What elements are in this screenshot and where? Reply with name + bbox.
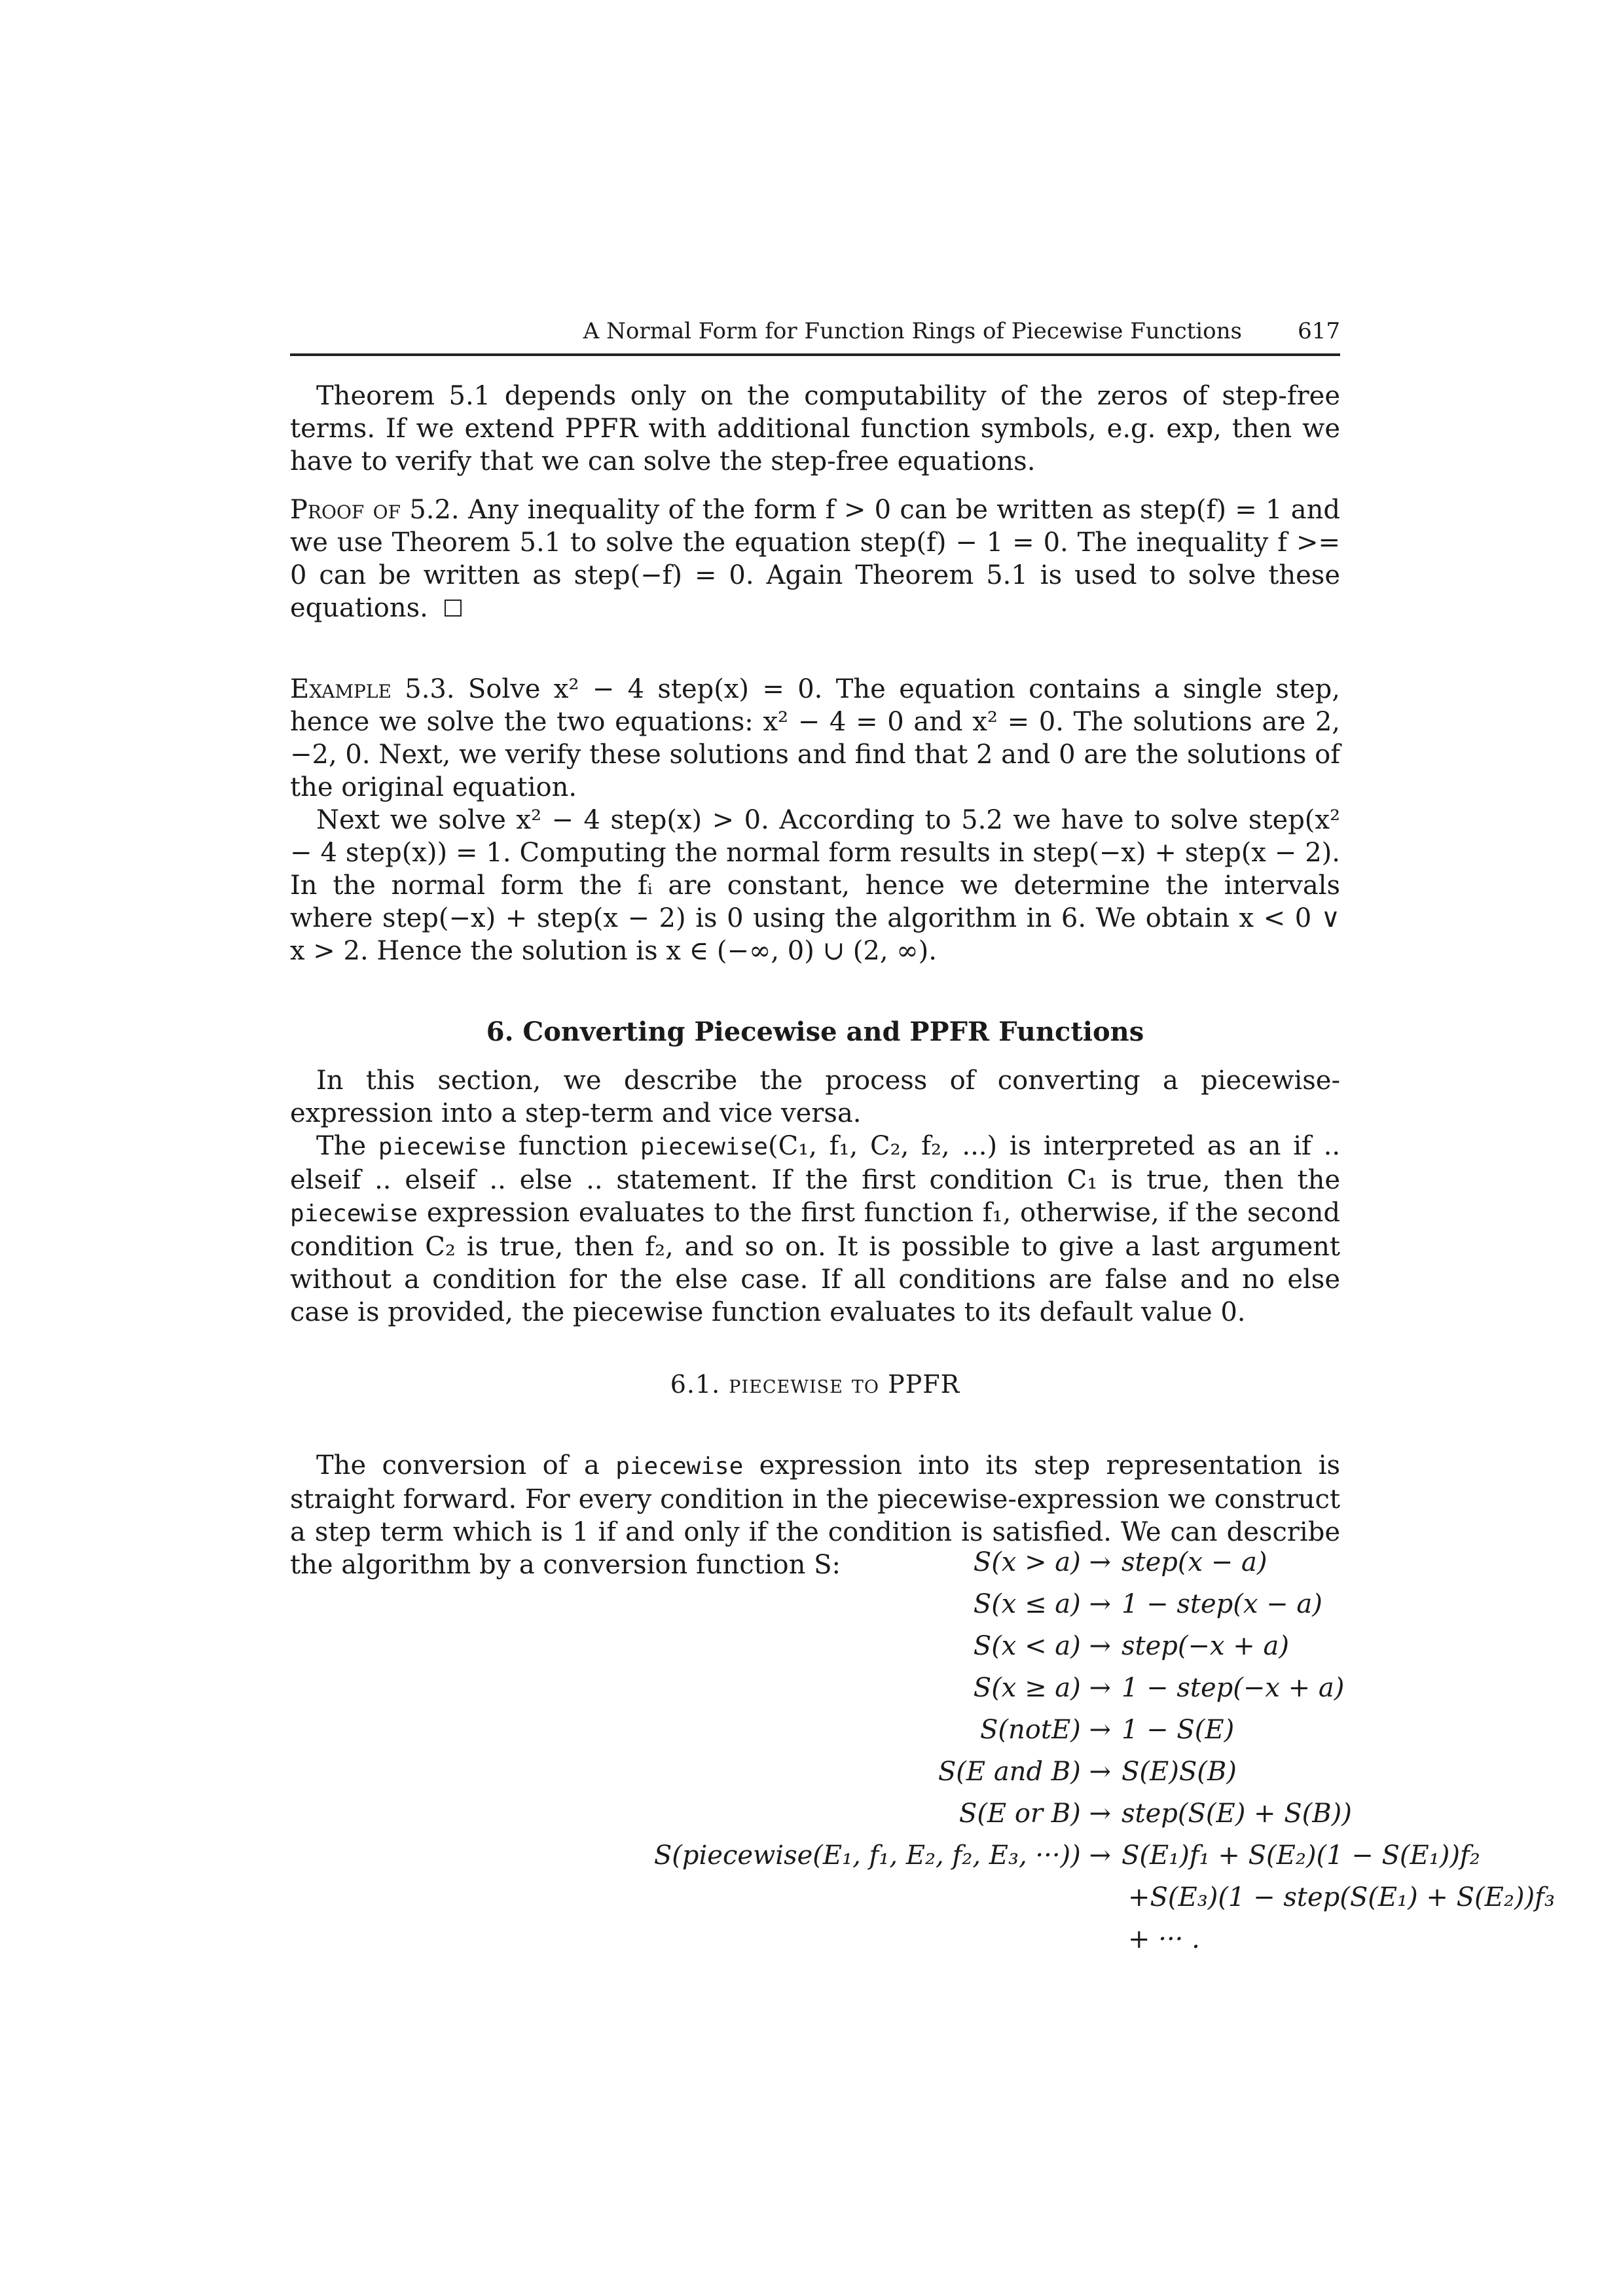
proof-label: Proof of 5.2. [290,495,460,525]
equation-rhs: 1 − step(x − a) [1122,1589,1322,1619]
equation-row [290,1583,1340,1625]
body-text [290,380,1340,1581]
equation-lhs: S(notE) → [980,1715,1111,1745]
equation-rhs: step(S(E) + S(B)) [1122,1799,1352,1829]
equation-rhs: step(x − a) [1122,1547,1267,1577]
equation-lhs: S(x ≥ a) → [973,1673,1111,1703]
paragraph: Theorem 5.1 depends only on the computability of the zeros of step-free terms. If we extend PPFR with additional function symbols, e.g. exp, then we have to verify that we can solve the step-free equations. [290,381,1340,476]
text-span: The conversion of a [316,1450,600,1480]
text-span: function [518,1131,629,1161]
equation-row [290,1625,1340,1667]
text-span: (C₁, f₁, C₂, f₂, ...) is interpreted as an if .. elseif .. elseif .. else .. statement. If the first condition C₁ is true, then the [290,1131,1341,1195]
equation-lhs: S(E or B) → [958,1799,1111,1829]
conversion-equations [290,1541,1555,1960]
page-number: 617 [1298,318,1340,344]
text-span: expression into its step representation is straight forward. For every condition in the piecewise-expression we construct a step term which is 1 if and only if the condition is satisfied. We can describe the algorithm by a conversion function S: [290,1450,1341,1580]
equation-lhs: S(piecewise(E₁, f₁, E₂, f₂, E₃, ···)) → [653,1840,1111,1871]
example-continuation: Next we solve x² − 4 step(x) > 0. According to 5.2 we have to solve step(x² − 4 step(x)) = 1. Computing the normal form results in step(−x) + step(x − 2). In the normal form the fᵢ are constant, hence we determine the intervals where step(−x) + step(x − 2) is 0 using the algorithm in 6. We obtain x < 0 ∨ x > 2. Hence the solution is x ∈ (−∞, 0) ∪ (2, ∞). [290,805,1340,966]
proof-paragraph [290,493,1340,624]
qed-icon [445,600,462,617]
text-span: The [316,1131,367,1161]
equation-row [290,1541,1340,1583]
equation-lhs: S(x < a) → [973,1631,1111,1661]
equation-row [290,1918,1340,1960]
example-text: Solve x² − 4 step(x) = 0. The equation contains a single step, hence we solve the two equations: x² − 4 = 0 and x² = 0. The solutions are 2, −2, 0. Next, we verify these solutions and find that 2 and 0 are the solutions of the original equation. [290,674,1340,802]
equation-row [290,1709,1340,1751]
code-span: piecewise [290,1200,418,1227]
piecewise-description [290,1130,1340,1329]
equation-rhs: step(−x + a) [1122,1631,1289,1661]
equation-rhs: 1 − S(E) [1122,1715,1235,1745]
header-title: A Normal Form for Function Rings of Piecewise Functions [583,318,1242,344]
equation-rhs: +S(E₃)(1 − step(S(E₁) + S(E₂))f₃ [1128,1882,1555,1912]
equation-lhs: S(x > a) → [973,1547,1111,1577]
equation-row [290,1835,1480,1876]
text-span: expression evaluates to the first function f₁, otherwise, if the second condition C₂ is true, then f₂, and so on. It is possible to give a last argument without a condition for the else case. If all conditions are false and no else case is provided, the piecewise function evaluates to its default value 0. [290,1198,1341,1327]
equation-row [290,1793,1352,1835]
code-span: piecewise [378,1134,506,1160]
equation-rhs: S(E)S(B) [1122,1757,1237,1787]
example-paragraph [290,673,1340,804]
equation-lhs: S(x ≤ a) → [973,1589,1111,1619]
equation-lhs: S(E and B) → [938,1757,1111,1787]
equation-row [290,1876,1555,1918]
section-title: 6. Converting Piecewise and PPFR Functions [486,1016,1144,1047]
subsection-title: 6.1. piecewise to PPFR [670,1370,960,1399]
equation-rhs: S(E₁)f₁ + S(E₂)(1 − S(E₁))f₂ [1122,1840,1480,1871]
code-span: piecewise [615,1453,744,1480]
equation-row [290,1667,1345,1709]
running-header [290,314,1340,356]
proof-text: Any inequality of the form f > 0 can be written as step(f) = 1 and we use Theorem 5.1 to solve the equation step(f) − 1 = 0. The inequality f >= 0 can be written as step(−f) = 0. Again Theorem 5.1 is used to solve these equations. [290,495,1340,623]
equation-rhs: + ··· . [1128,1924,1200,1954]
equation-rhs: 1 − step(−x + a) [1122,1673,1345,1703]
paragraph: In this section, we describe the process of converting a piecewise-expression into a step-term and vice versa. [290,1066,1340,1128]
equation-row [290,1751,1340,1793]
example-label: Example 5.3. [290,674,455,704]
code-span: piecewise [640,1134,768,1160]
